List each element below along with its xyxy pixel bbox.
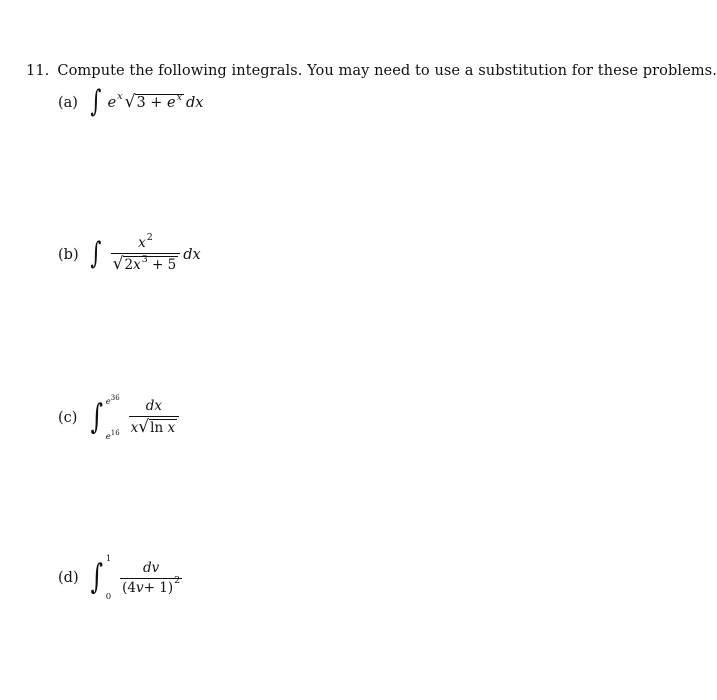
fraction: dx x √ ln x — [129, 399, 179, 436]
integral-c — [88, 396, 182, 440]
integral-sign: ∫ — [90, 397, 104, 437]
question-number: 11. — [26, 62, 50, 79]
integral-b — [88, 232, 201, 274]
integral-a: ∫ e x √ $3 + e^x$ dx — [90, 84, 204, 119]
integral-sign: ∫ — [90, 84, 102, 119]
lower-limit: $e^{16}$ — [105, 429, 120, 442]
lower-limit: 0 — [105, 592, 112, 602]
question-11 — [26, 62, 717, 79]
part-b — [58, 232, 201, 274]
integral-sign: ∫ — [90, 235, 102, 271]
square-root: √ $3 + e^x$ — [124, 91, 182, 112]
integral-sign: ∫ — [90, 557, 104, 597]
part-c — [58, 396, 182, 440]
part-d — [58, 556, 185, 600]
part-a-label: (a) — [58, 95, 78, 111]
fraction: $x^2$ √ $2x^3 + 5$ — [111, 236, 181, 273]
upper-limit: $e^{36}$ — [105, 394, 120, 407]
part-d-label: (d) — [58, 570, 79, 586]
differential: dx — [185, 95, 204, 111]
integral-limits — [106, 396, 120, 440]
fraction: dv (4 v + 1) 2 — [122, 559, 181, 596]
part-c-label: (c) — [58, 410, 78, 426]
integral-limits — [106, 556, 111, 600]
integral-d — [88, 556, 185, 600]
upper-limit: 1 — [105, 554, 112, 564]
question-text: Compute the following integrals. You may need to use a substitution for these problems. — [57, 62, 717, 79]
part-a — [58, 84, 204, 119]
part-b-label: (b) — [58, 246, 79, 263]
differential: dx — [183, 246, 201, 263]
